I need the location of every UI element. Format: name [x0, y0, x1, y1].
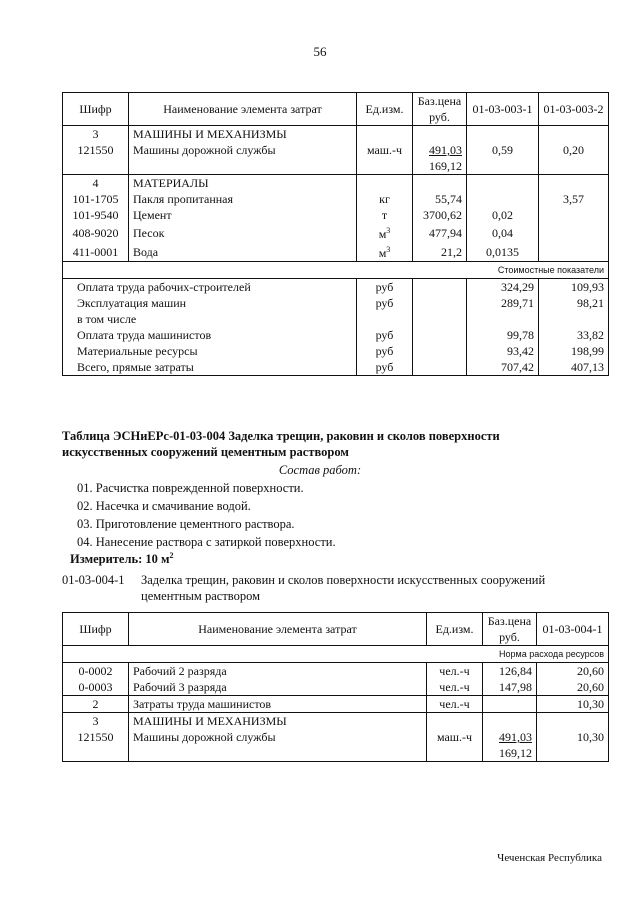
section-number: 3: [63, 126, 129, 143]
resource-price: 55,74: [413, 191, 467, 207]
resource-value: 3,57: [539, 191, 609, 207]
norm-label: Норма расхода ресурсов: [63, 646, 609, 663]
labor-row: [63, 696, 609, 713]
resource-value: 0,0135: [467, 242, 539, 262]
summary-value: 707,42: [467, 359, 539, 376]
resource-unit: кг: [357, 191, 413, 207]
resource-price: 147,98: [483, 679, 537, 696]
summary-row: [63, 343, 609, 359]
cost-indicators-row: [63, 262, 609, 279]
resource-unit: маш.-ч: [357, 142, 413, 175]
resource-name: Машины дорожной службы: [129, 729, 427, 762]
resource-value: 0,20: [539, 142, 609, 175]
table-row: [63, 223, 609, 242]
summary-label: Оплата труда машинистов: [63, 327, 357, 343]
summary-value: 33,82: [539, 327, 609, 343]
section-number: 2: [63, 696, 129, 713]
section-title: МАШИНЫ И МЕХАНИЗМЫ: [129, 713, 427, 730]
summary-unit: руб: [357, 359, 413, 376]
resource-value: 0,02: [467, 207, 539, 223]
resource-unit: маш.-ч: [427, 729, 483, 762]
work-composition-heading: Состав работ:: [278, 463, 362, 477]
resource-code: 0-0002: [63, 663, 129, 680]
summary-label: Эксплуатация машин: [63, 295, 357, 311]
summary-row: [63, 295, 609, 311]
table-header-row: [63, 93, 609, 126]
resource-price: 491,03 169,12: [483, 729, 537, 762]
resource-value: 0,59: [467, 142, 539, 175]
resource-code: 411-0001: [63, 242, 129, 262]
page-number: 56: [313, 44, 327, 59]
summary-unit: руб: [357, 295, 413, 311]
footer-region: Чеченская Республика: [497, 852, 602, 864]
resource-name: Вода: [129, 242, 357, 262]
resource-code: 0-0003: [63, 679, 129, 696]
resource-name: Цемент: [129, 207, 357, 223]
resource-name: Рабочий 3 разряда: [129, 679, 427, 696]
resource-value: [467, 191, 539, 207]
rate-description: Заделка трещин, раковин и сколов поверхности искусственных сооружений цементным раствором: [141, 573, 546, 603]
section-title: МАТЕРИАЛЫ: [129, 175, 357, 192]
resource-value: 0,04: [467, 223, 539, 242]
column-header: 01-03-004-1: [537, 613, 609, 646]
summary-row: [63, 279, 609, 296]
summary-row: [63, 311, 609, 327]
resource-price: 477,94: [413, 223, 467, 242]
resource-value: [539, 207, 609, 223]
resource-code: 101-1705: [63, 191, 129, 207]
resource-value: 20,60: [537, 663, 609, 680]
column-header: Шифр: [63, 93, 129, 126]
resource-value: 20,60: [537, 679, 609, 696]
measure-unit: Измеритель: 10 $м^2$: [70, 551, 174, 567]
resource-value: 10,30: [537, 729, 609, 762]
resource-value: [539, 242, 609, 262]
column-header: Ед.изм.: [357, 93, 413, 126]
column-header: Баз.цена руб.: [483, 613, 537, 646]
table-row: [63, 663, 609, 680]
summary-unit: руб: [357, 327, 413, 343]
work-item: 04. Нанесение раствора с затиркой поверхности.: [77, 535, 336, 549]
summary-value: 407,13: [539, 359, 609, 376]
summary-label: в том числе: [63, 311, 357, 327]
summary-row: [63, 359, 609, 376]
rate-code: 01-03-004-1: [62, 573, 125, 587]
table-row: [63, 191, 609, 207]
resource-name: Рабочий 2 разряда: [129, 663, 427, 680]
cost-table-2: [62, 612, 609, 762]
resource-code: 121550: [63, 729, 129, 762]
work-item: 03. Приготовление цементного раствора.: [77, 517, 295, 531]
table-row: [63, 679, 609, 696]
summary-row: [63, 327, 609, 343]
resource-name: Затраты труда машинистов: [129, 696, 427, 713]
column-header: Ед.изм.: [427, 613, 483, 646]
summary-value: 99,78: [467, 327, 539, 343]
resource-value: 10,30: [537, 696, 609, 713]
column-header: Баз.цена руб.: [413, 93, 467, 126]
summary-label: Всего, прямые затраты: [63, 359, 357, 376]
resource-unit: $м^3$: [357, 223, 413, 242]
resource-unit: т: [357, 207, 413, 223]
resource-name: Пакля пропитанная: [129, 191, 357, 207]
resource-price: 491,03 169,12: [413, 142, 467, 175]
summary-label: Оплата труда рабочих-строителей: [63, 279, 357, 296]
resource-name: Песок: [129, 223, 357, 242]
summary-unit: руб: [357, 343, 413, 359]
section-number: 4: [63, 175, 129, 192]
resource-unit: $м^3$: [357, 242, 413, 262]
work-item: 02. Насечка и смачивание водой.: [77, 499, 251, 513]
resource-price: 126,84: [483, 663, 537, 680]
table-title: Таблица ЭСНиЕРс-01-03-004 Заделка трещин, раковин и сколов поверхности искусственных сооружений цементным раствором: [62, 429, 500, 459]
resource-value: [539, 223, 609, 242]
summary-value: 98,21: [539, 295, 609, 311]
summary-value: 198,99: [539, 343, 609, 359]
resource-unit: чел.-ч: [427, 679, 483, 696]
section-header-row: [63, 713, 609, 730]
summary-value: 93,42: [467, 343, 539, 359]
resource-code: 121550: [63, 142, 129, 175]
summary-unit: руб: [357, 279, 413, 296]
column-header: Наименование элемента затрат: [129, 613, 427, 646]
cost-indicators-label: Стоимостные показатели: [63, 262, 609, 279]
summary-label: Материальные ресурсы: [63, 343, 357, 359]
table-header-row: [63, 613, 609, 646]
cost-table-1: [62, 92, 609, 376]
work-item: 01. Расчистка поврежденной поверхности.: [77, 481, 304, 495]
table-row: [63, 242, 609, 262]
column-header: Наименование элемента затрат: [129, 93, 357, 126]
resource-unit: чел.-ч: [427, 663, 483, 680]
resource-code: 408-9020: [63, 223, 129, 242]
column-header: 01-03-003-1: [467, 93, 539, 126]
resource-code: 101-9540: [63, 207, 129, 223]
resource-price: 21,2: [413, 242, 467, 262]
resource-unit: чел.-ч: [427, 696, 483, 713]
table-row: [63, 142, 609, 175]
section-header-row: [63, 126, 609, 143]
table-row: [63, 207, 609, 223]
section-number: 3: [63, 713, 129, 730]
summary-value: 324,29: [467, 279, 539, 296]
resource-price: 3700,62: [413, 207, 467, 223]
section-header-row: [63, 175, 609, 192]
column-header: Шифр: [63, 613, 129, 646]
section-title: МАШИНЫ И МЕХАНИЗМЫ: [129, 126, 357, 143]
summary-value: 109,93: [539, 279, 609, 296]
summary-value: 289,71: [467, 295, 539, 311]
norm-label-row: [63, 646, 609, 663]
column-header: 01-03-003-2: [539, 93, 609, 126]
table-row: [63, 729, 609, 762]
resource-name: Машины дорожной службы: [129, 142, 357, 175]
